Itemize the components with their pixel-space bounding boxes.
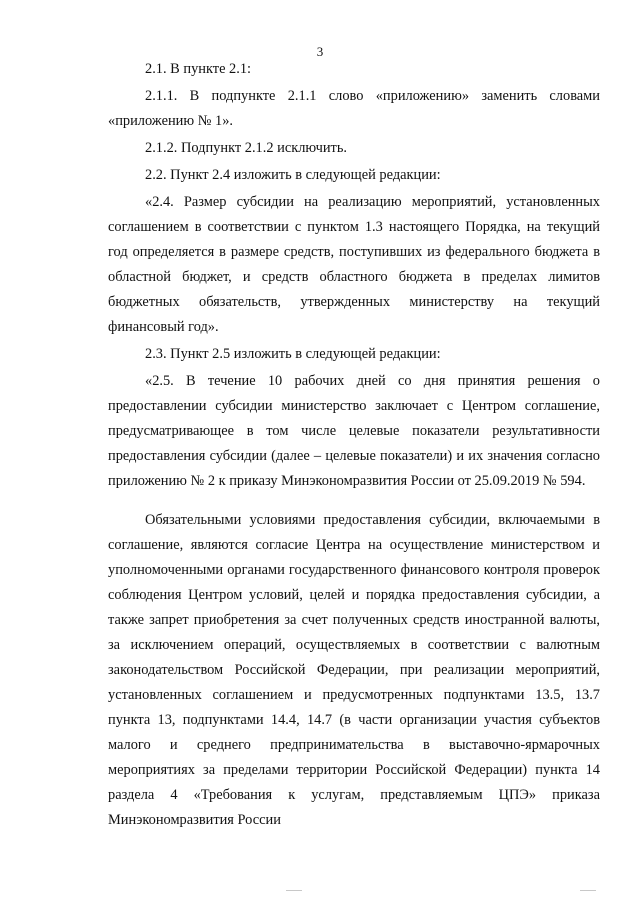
paragraph-2-1: 2.1. В пункте 2.1:	[145, 61, 252, 77]
paragraph-conditions: Обязательными условиями предоставления субсидии, включаемыми в соглашение, являются согласие Центра на осуществление министерством и уполномоченными органами государственного финансового контроля проверок соблюдения Центром условий, целей и порядка предоставления субсидии, а также запрет приобретения за счет полученных средств иностранной валюты, за исключением операций, осуществляемых в соответствии с валютным законодательством Российской Федерации, при реализации мероприятий, установленных соглашением и предусмотренных подпунктами 13.5, 13.7 пункта 13, подпунктами 14.4, 14.7 (в части организации участия субъектов малого и среднего предпринимательства в выставочно-ярмарочных мероприятиях за пределами территории Российской Федерации) пункта 14 раздела 4 «Требования к услугам, представляемым ЦПЭ» приказа Минэкономразвития России	[108, 512, 600, 828]
page-number: 3	[316, 44, 324, 59]
document-body	[108, 57, 600, 833]
paragraph-2-5-text: «2.5. В течение 10 рабочих дней со дня принятия решения о предоставлении субсидии министерство заключает с Центром соглашение, предусматривающее в том числе целевые показатели результативности предоставления субсидии (далее – целевые показатели) и их значения согласно приложению № 2 к приказу Минэкономразвития России от 25.09.2019 № 594.	[108, 373, 600, 489]
paragraph-2-3: 2.3. Пункт 2.5 изложить в следующей редакции:	[145, 346, 441, 362]
paragraph-2-1-2: 2.1.2. Подпункт 2.1.2 исключить.	[145, 140, 347, 156]
paragraph-2-2: 2.2. Пункт 2.4 изложить в следующей редакции:	[145, 167, 441, 183]
paragraph-2-4-text: «2.4. Размер субсидии на реализацию мероприятий, установленных соглашением в соответствии с пунктом 1.3 настоящего Порядка, на текущий год определяется в размере средств, поступивших из федерального бюджета в областной бюджет, и средств областного бюджета в пределах лимитов бюджетных обязательств, утвержденных министерству на текущий финансовый год».	[108, 194, 600, 335]
paragraph-2-1-1: 2.1.1. В подпункте 2.1.1 слово «приложению» заменить словами «приложению № 1».	[108, 88, 600, 129]
scan-artifact-mark	[580, 890, 596, 891]
scan-artifact-mark	[286, 890, 302, 891]
